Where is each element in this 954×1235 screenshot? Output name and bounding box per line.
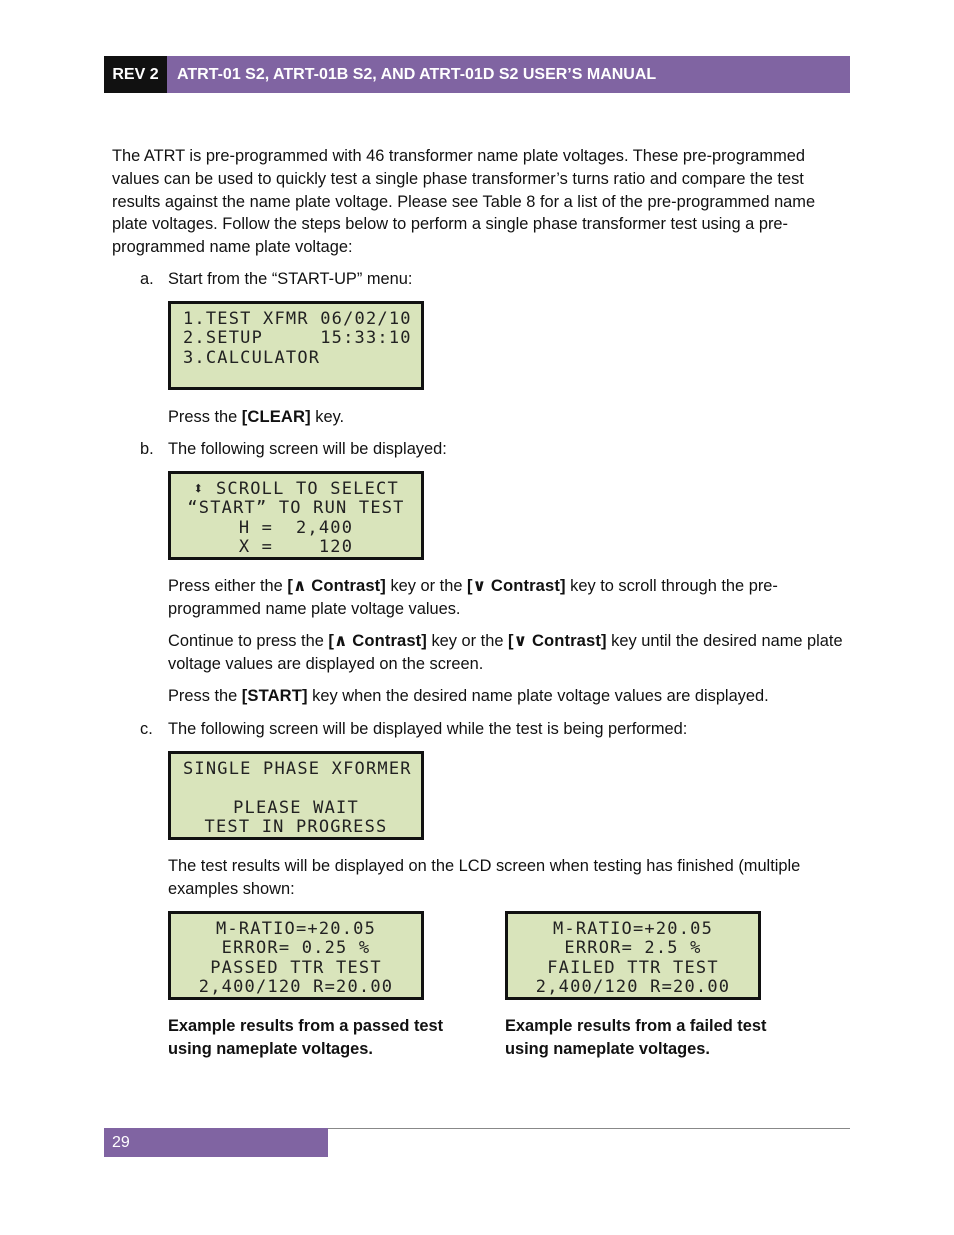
start-key-label: [START] (241, 686, 308, 705)
lcd-line: “START” TO RUN TEST (187, 498, 405, 519)
lcd-scroll-select (168, 471, 424, 560)
page-number: 29 (104, 1128, 328, 1157)
failed-result-caption: Example results from a failed test using nameplate voltages. (505, 1017, 767, 1058)
revision-label: REV 2 (104, 56, 167, 93)
step-b-marker: b. (140, 440, 154, 458)
lcd-line (171, 779, 421, 798)
text-fragment: key to scroll through the pre-programmed name plate voltage values. (168, 577, 778, 618)
lcd-line: ⬍ SCROLL TO SELECT (193, 479, 399, 499)
lcd-passed-result (168, 911, 424, 1000)
lcd-line: 1.TEST XFMR 06/02/10 (183, 309, 412, 329)
lcd-line: H = 2,400 (238, 517, 354, 538)
text-fragment: key or the (385, 577, 468, 595)
lcd-line (171, 368, 421, 387)
step-b-scroll-instruction (168, 575, 848, 621)
text-fragment: key when the desired name plate voltage values are displayed. (307, 687, 769, 705)
text-fragment: Continue to press the (168, 632, 329, 650)
text-fragment: Press the (168, 408, 242, 426)
lcd-line: FAILED TTR TEST (547, 957, 719, 978)
clear-key-label: [CLEAR] (241, 407, 311, 426)
intro-paragraph: The ATRT is pre-programmed with 46 transformer name plate voltages. These pre-programmed values can be used to quickly test a single phase transformer’s turns ratio and compare the test results against the name plate voltage. Please see Table 8 for a list of the pre-programmed name plate voltages. Follow the steps below to perform a single phase transformer test using a pre-programmed name plate voltage: (112, 147, 816, 257)
lcd-failed-result (505, 911, 761, 1000)
footer-rule (328, 1128, 850, 1129)
contrast-up-key-label: [∧ Contrast] (328, 631, 427, 650)
step-b-text: The following screen will be displayed: (168, 440, 447, 458)
contrast-up-key-label: [∧ Contrast] (287, 576, 386, 595)
lcd-startup-menu (168, 301, 424, 390)
lcd-line: SINGLE PHASE XFORMER (183, 759, 412, 779)
manual-title: ATRT-01 S2, ATRT-01B S2, AND ATRT-01D S2 USER’S MANUAL (167, 56, 850, 93)
step-a-text: Start from the “START-UP” menu: (168, 270, 413, 288)
passed-result-caption: Example results from a passed test using nameplate voltages. (168, 1017, 444, 1058)
lcd-line: M-RATIO=+20.05 (215, 919, 377, 939)
lcd-test-in-progress (168, 751, 424, 840)
text-fragment: key until the desired name plate voltage values are displayed on the screen. (168, 632, 843, 673)
lcd-line: TEST IN PROGRESS (204, 816, 388, 837)
page-header (104, 56, 850, 93)
lcd-line: 2.SETUP 15:33:10 (183, 328, 412, 349)
lcd-line: X = 120 (238, 536, 354, 557)
lcd-line: PLEASE WAIT (233, 797, 359, 818)
step-c-marker: c. (140, 720, 153, 738)
contrast-down-key-label: [∨ Contrast] (508, 631, 607, 650)
step-a-marker: a. (140, 270, 154, 288)
lcd-line: 3.CALCULATOR (183, 347, 321, 368)
text-fragment: Press either the (168, 577, 288, 595)
lcd-line: 2,400/120 R=20.00 (198, 976, 394, 997)
step-a-instruction (168, 406, 848, 429)
text-fragment: key. (310, 408, 345, 426)
lcd-line: 2,400/120 R=20.00 (535, 976, 731, 997)
lcd-line: ERROR= 2.5 % (564, 938, 702, 959)
text-fragment: key or the (426, 632, 509, 650)
results-intro-text: The test results will be displayed on the LCD screen when testing has finished (multiple examples shown: (168, 857, 801, 898)
step-c-text: The following screen will be displayed while the test is being performed: (168, 720, 688, 738)
lcd-line: PASSED TTR TEST (210, 957, 382, 978)
step-b-continue-instruction (168, 630, 848, 676)
lcd-line: ERROR= 0.25 % (221, 938, 371, 959)
step-b-start-instruction (168, 685, 848, 708)
text-fragment: Press the (168, 687, 242, 705)
contrast-down-key-label: [∨ Contrast] (467, 576, 566, 595)
lcd-line: M-RATIO=+20.05 (552, 919, 714, 939)
